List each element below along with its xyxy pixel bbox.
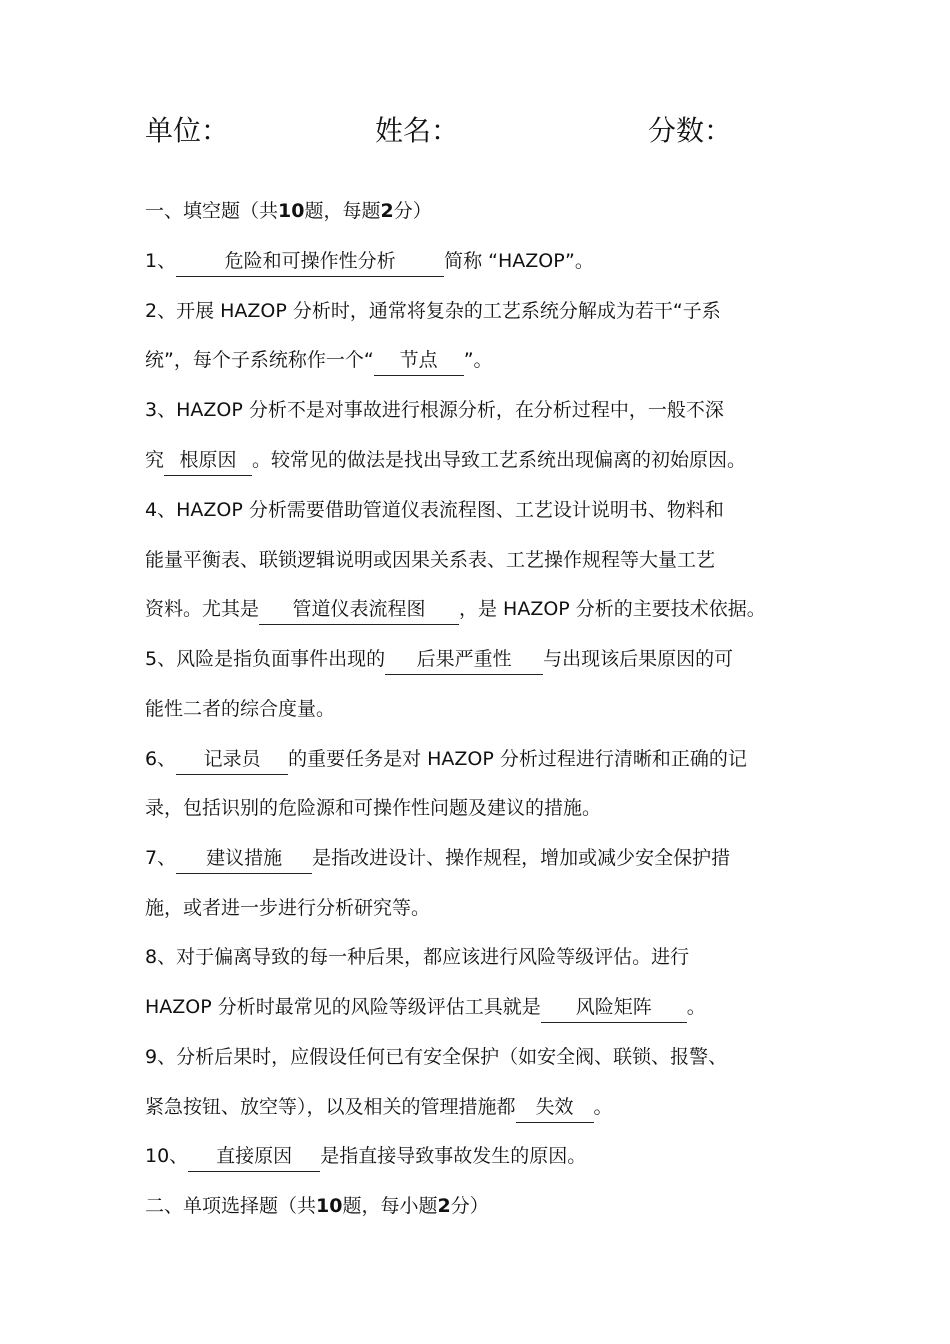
question-3-line2: 究 根原因 。较常见的做法是找出导致工艺系统出现偏离的初始原因。 xyxy=(145,442,835,478)
answer-blank: 记录员 xyxy=(176,744,288,775)
question-9-line1: 9、分析后果时，应假设任何已有安全保护（如安全阀、联锁、报警、 xyxy=(145,1046,728,1068)
answer-blank: 失效 xyxy=(516,1092,594,1123)
question-2-line1: 2、开展 HAZOP 分析时，通常将复杂的工艺系统分解成为若干“子系 xyxy=(145,300,721,322)
unit-label: 单位： xyxy=(145,114,230,147)
question-2-line2: 统”，每个子系统称作一个“ 节点 ”。 xyxy=(145,342,835,378)
answer-blank: 风险矩阵 xyxy=(541,992,687,1023)
question-5-line2: 能性二者的综合度量。 xyxy=(145,698,336,720)
question-9-line2: 紧急按钮、放空等），以及相关的管理措施都 失效 。 xyxy=(145,1089,835,1125)
question-10: 10、 直接原因 是指直接导致事故发生的原因。 xyxy=(145,1138,835,1174)
question-7-line2: 施，或者进一步进行分析研究等。 xyxy=(145,897,431,919)
question-3-line1: 3、HAZOP 分析不是对事故进行根源分析，在分析过程中，一般不深 xyxy=(145,399,724,421)
answer-blank: 危险和可操作性分析 xyxy=(176,246,444,277)
answer-blank: 根原因 xyxy=(164,445,252,476)
answer-blank: 后果严重性 xyxy=(385,644,543,675)
question-4-line3: 资料。尤其是 管道仪表流程图 ，是 HAZOP 分析的主要技术依据。 xyxy=(145,591,835,627)
section2-heading: 二、单项选择题（共10题，每小题2分） xyxy=(145,1195,489,1217)
section1-heading: 一、填空题（共10题，每题2分） xyxy=(145,200,432,222)
answer-blank: 节点 xyxy=(374,345,464,376)
answer-blank: 管道仪表流程图 xyxy=(259,594,459,625)
score-label: 分数： xyxy=(648,114,733,147)
question-4-line1: 4、HAZOP 分析需要借助管道仪表流程图、工艺设计说明书、物料和 xyxy=(145,499,724,521)
question-7-line1: 7、 建议措施 是指改进设计、操作规程，增加或减少安全保护措 xyxy=(145,840,835,876)
answer-blank: 直接原因 xyxy=(188,1141,320,1172)
question-5-line1: 5、风险是指负面事件出现的 后果严重性 与出现该后果原因的可 xyxy=(145,641,835,677)
exam-header xyxy=(145,108,845,154)
answer-blank: 建议措施 xyxy=(176,843,312,874)
question-1: 1、 危险和可操作性分析 简称 “HAZOP”。 xyxy=(145,243,835,279)
question-8-line1: 8、对于偏离导致的每一种后果，都应该进行风险等级评估。进行 xyxy=(145,946,690,968)
question-6-line1: 6、 记录员 的重要任务是对 HAZOP 分析过程进行清晰和正确的记 xyxy=(145,741,835,777)
question-4-line2: 能量平衡表、联锁逻辑说明或因果关系表、工艺操作规程等大量工艺 xyxy=(145,549,716,571)
question-8-line2: HAZOP 分析时最常见的风险等级评估工具就是 风险矩阵 。 xyxy=(145,989,835,1025)
question-6-line2: 录，包括识别的危险源和可操作性问题及建议的措施。 xyxy=(145,797,602,819)
name-label: 姓名： xyxy=(375,114,460,147)
